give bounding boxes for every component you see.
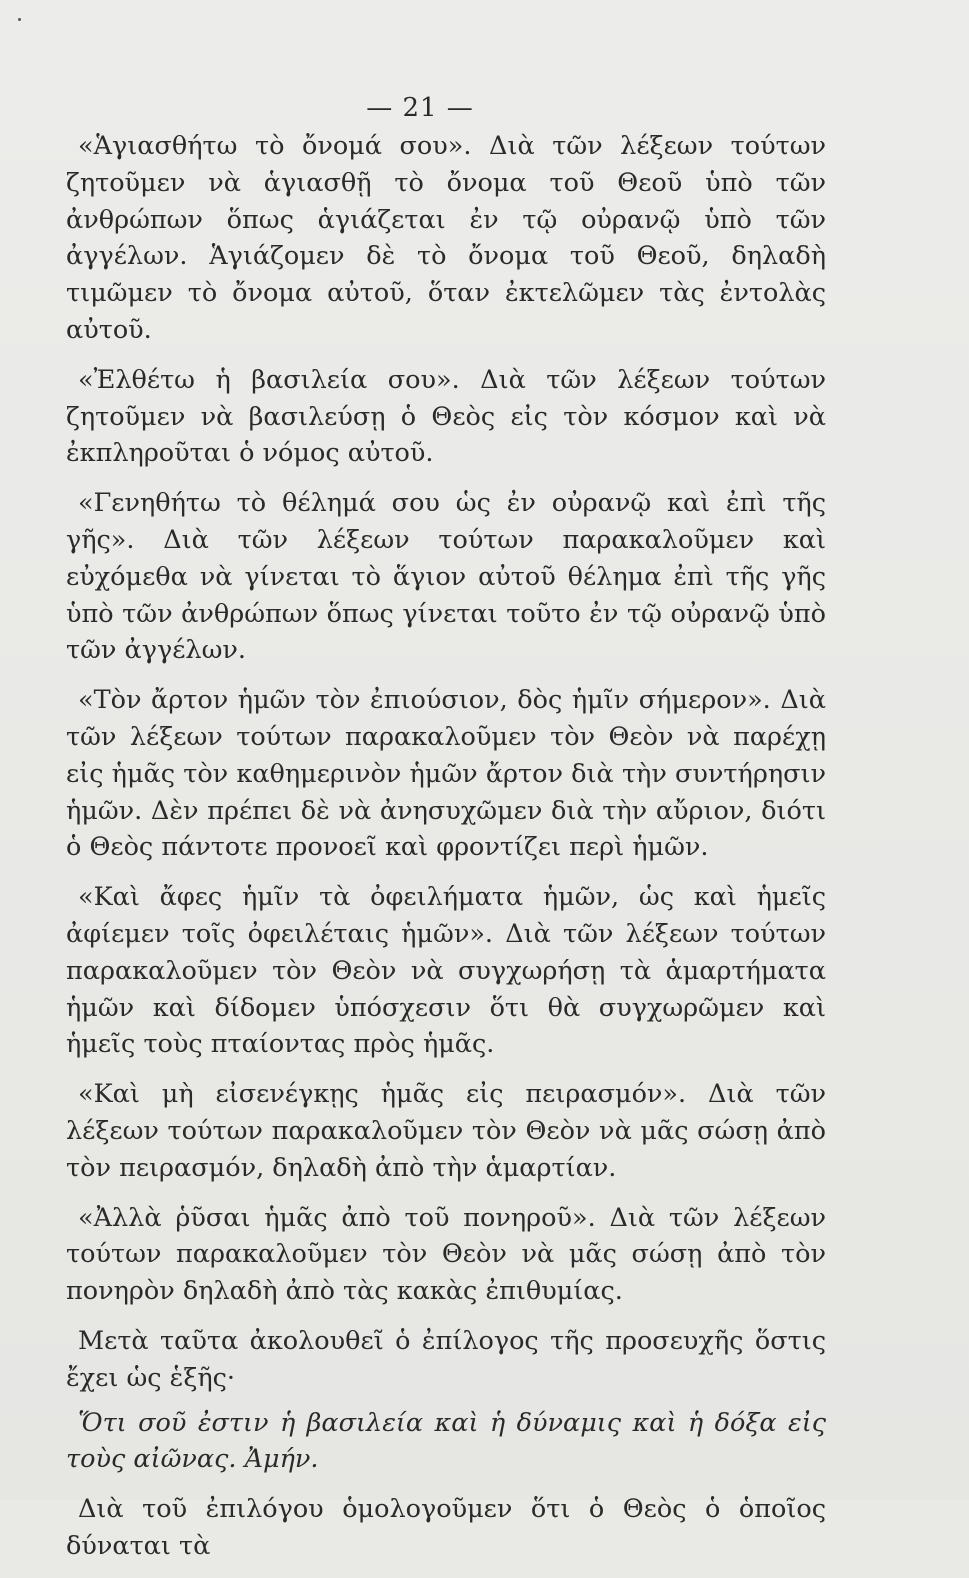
- paragraph-daily-bread: «Τὸν ἄρτον ἡμῶν τὸν ἐπιούσιον, δὸς ἡμῖν σήμερον». Διὰ τῶν λέξεων τούτων παρακαλοῦμεν τὸν Θεὸν νὰ παρέχῃ εἰς ἡμᾶς τὸν καθημερινὸν ἡμῶν ἄρτον διὰ τὴν συντήρησιν ἡμῶν. Δὲν πρέπει δὲ νὰ ἀνησυχῶμεν διὰ τὴν αὔριον, διότι ὁ Θεὸς πάντοτε προνοεῖ καὶ φροντίζει περὶ ἡμῶν.: [66, 685, 826, 863]
- paragraph-thy-will-be-done: «Γενηθήτω τὸ θέλημά σου ὡς ἐν οὐρανῷ καὶ ἐπὶ τῆς γῆς». Διὰ τῶν λέξεων τούτων παρακαλοῦμεν καὶ εὐχόμεθα νὰ γίνεται τὸ ἅγιον αὐτοῦ θέλημα ἐπὶ τῆς γῆς ὑπὸ τῶν ἀνθρώπων ὅπως γίνεται τοῦτο ἐν τῷ οὐρανῷ ὑπὸ τῶν ἀγγέλων.: [66, 488, 826, 666]
- paragraph-epilogue-explanation: Διὰ τοῦ ἐπιλόγου ὁμολογοῦμεν ὅτι ὁ Θεὸς ὁ ὁποῖος δύναται τὰ: [66, 1494, 826, 1561]
- page-number: — 21 —: [366, 93, 474, 123]
- paragraph-hallowed-be-thy-name: «Ἁγιασθήτω τὸ ὄνομά σου». Διὰ τῶν λέξεων τούτων ζητοῦμεν νὰ ἁγιασθῇ τὸ ὄνομα τοῦ Θεοῦ ὑπὸ τῶν ἀνθρώπων ὅπως ἁγιάζεται ἐν τῷ οὐρανῷ ὑπὸ τῶν ἀγγέλων. Ἁγιάζομεν δὲ τὸ ὄνομα τοῦ Θεοῦ, δηλαδὴ τιμῶμεν τὸ ὄνομα αὐτοῦ, ὅταν ἐκτελῶμεν τὰς ἐντολὰς αὐτοῦ.: [66, 131, 826, 345]
- paragraph-lead-us-not: «Καὶ μὴ εἰσενέγκῃς ἡμᾶς εἰς πειρασμόν». Διὰ τῶν λέξεων τούτων παρακαλοῦμεν τὸν Θεὸν νὰ μᾶς σώσῃ ἀπὸ τὸν πειρασμόν, δηλαδὴ ἀπὸ τὴν ἁμαρτίαν.: [66, 1079, 826, 1183]
- paragraph-forgive-us: «Καὶ ἄφες ἡμῖν τὰ ὀφειλήματα ἡμῶν, ὡς καὶ ἡμεῖς ἀφίεμεν τοῖς ὀφειλέταις ἡμῶν». Διὰ τῶν λέξεων τούτων παρακαλοῦμεν τὸν Θεὸν νὰ συγχωρήσῃ τὰ ἁμαρτήματα ἡμῶν καὶ δίδομεν ὑπόσχεσιν ὅτι θὰ συγχωρῶμεν καὶ ἡμεῖς τοὺς πταίοντας πρὸς ἡμᾶς.: [66, 882, 826, 1060]
- paragraph-doxology: Ὅτι σοῦ ἐστιν ἡ βασιλεία καὶ ἡ δύναμις καὶ ἡ δόξα εἰς τοὺς αἰῶνας. Ἀμήν.: [66, 1407, 826, 1475]
- page-text-body: [66, 128, 826, 1578]
- paragraph-deliver-us: «Ἀλλὰ ῥῦσαι ἡμᾶς ἀπὸ τοῦ πονηροῦ». Διὰ τῶν λέξεων τούτων παρακαλοῦμεν τὸν Θεὸν νὰ μᾶς σώσῃ ἀπὸ τὸν πονηρὸν δηλαδὴ ἀπὸ τὰς κακὰς ἐπιθυμίας.: [66, 1202, 826, 1307]
- speck-mark: [18, 18, 21, 21]
- paragraph-thy-kingdom-come: «Ἐλθέτω ἡ βασιλεία σου». Διὰ τῶν λέξεων τούτων ζητοῦμεν νὰ βασιλεύσῃ ὁ Θεὸς εἰς τὸν κόσμον καὶ νὰ ἐκπληροῦται ὁ νόμος αὐτοῦ.: [66, 364, 826, 469]
- paragraph-epilogue-intro: Μετὰ ταῦτα ἀκολουθεῖ ὁ ἐπίλογος τῆς προσευχῆς ὅστις ἔχει ὡς ἑξῆς·: [66, 1325, 826, 1393]
